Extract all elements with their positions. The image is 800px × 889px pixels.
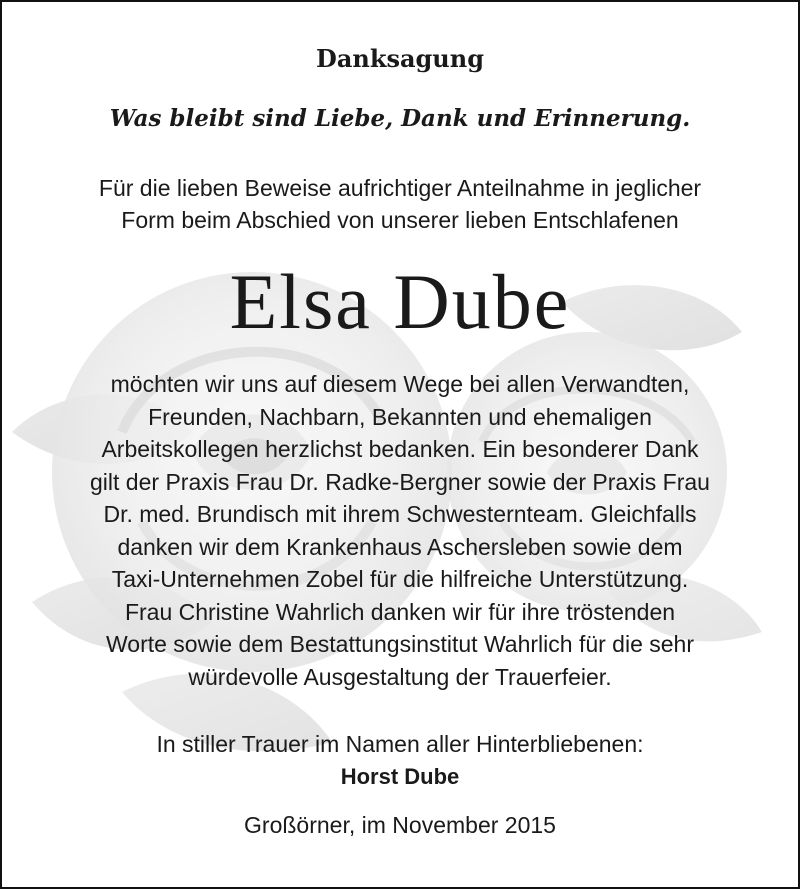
body-line: danken wir dem Krankenhaus Aschersleben sowie dem <box>117 533 683 560</box>
body-line: Freunden, Nachbarn, Bekannten und ehemaligen <box>148 403 652 430</box>
motto: Was bleibt sind Liebe, Dank und Erinnerung. <box>109 105 691 132</box>
obituary-text <box>2 2 798 887</box>
thanks-paragraph <box>2 368 798 693</box>
body-line: möchten wir uns auf diesem Wege bei allen Verwandten, <box>110 371 690 397</box>
place-date: Großörner, im November 2015 <box>244 812 556 838</box>
body-line: Arbeitskollegen herzlichst bedanken. Ein besonderer Dank <box>101 436 699 462</box>
deceased-name: Elsa Dube <box>229 258 571 345</box>
intro-paragraph <box>2 172 798 236</box>
body-line: Taxi-Unternehmen Zobel für die hilfreiche Unterstützung. <box>111 566 689 592</box>
intro-line: Für die lieben Beweise aufrichtiger Anteilnahme in jeglicher <box>98 175 702 201</box>
intro-line: Form beim Abschied von unserer lieben Entschlafenen <box>121 207 679 233</box>
signature: Horst Dube <box>340 764 460 789</box>
closing-line: In stiller Trauer im Namen aller Hinterbliebenen: <box>156 731 644 757</box>
body-line: würdevolle Ausgestaltung der Trauerfeier. <box>188 663 612 690</box>
body-line: Frau Christine Wahrlich danken wir für ihre tröstenden <box>124 598 676 625</box>
body-line: gilt der Praxis Frau Dr. Radke-Bergner sowie der Praxis Frau <box>90 468 710 495</box>
body-line: Dr. med. Brundisch mit ihrem Schwesternteam. Gleichfalls <box>103 501 697 527</box>
heading: Danksagung <box>316 44 484 73</box>
body-line: Worte sowie dem Bestattungsinstitut Wahrlich für die sehr <box>105 631 695 657</box>
